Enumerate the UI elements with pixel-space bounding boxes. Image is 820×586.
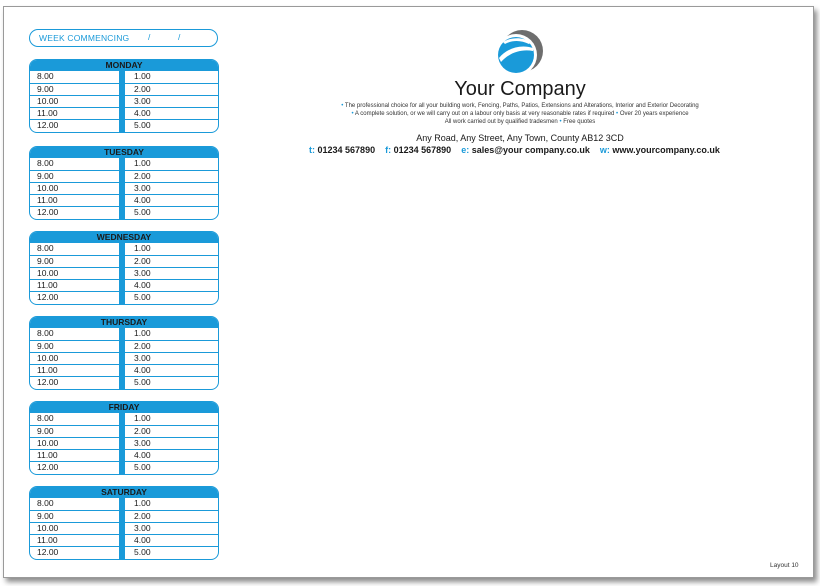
divider-bar: [119, 498, 125, 560]
fax-label: f:: [385, 145, 392, 155]
afternoon-time-label: 1.00: [134, 158, 151, 168]
email-link[interactable]: sales@your company.co.uk: [471, 145, 590, 155]
morning-time-label: 12.00: [37, 547, 59, 557]
morning-time-label: 9.00: [37, 171, 54, 181]
afternoon-time-label: 3.00: [134, 438, 151, 448]
morning-time-label: 10.00: [37, 96, 59, 106]
afternoon-time-label: 5.00: [134, 462, 151, 472]
bullet-icon: •: [351, 111, 354, 117]
divider-bar: [119, 328, 125, 390]
morning-time-label: 10.00: [37, 353, 59, 363]
afternoon-time-label: 2.00: [134, 84, 151, 94]
divider-bar: [119, 158, 125, 220]
afternoon-time-label: 3.00: [134, 523, 151, 533]
afternoon-time-label: 5.00: [134, 207, 151, 217]
afternoon-time-label: 4.00: [134, 108, 151, 118]
company-name: Your Company: [454, 78, 586, 100]
afternoon-time-label: 4.00: [134, 535, 151, 545]
afternoon-time-label: 1.00: [134, 243, 151, 253]
website-label: w:: [599, 145, 610, 155]
day-block-tuesday: [29, 146, 219, 220]
morning-time-label: 9.00: [37, 341, 54, 351]
morning-time-label: 9.00: [37, 84, 54, 94]
morning-time-label: 12.00: [37, 292, 59, 302]
day-block-monday: [29, 59, 219, 133]
tagline-line-3: [300, 119, 740, 126]
afternoon-time-label: 4.00: [134, 280, 151, 290]
phone-label: t:: [309, 145, 315, 155]
tagline-text: All work carried out by qualified tradesmen: [444, 119, 558, 125]
bullet-icon: •: [341, 103, 344, 109]
tagline-text: Over 20 years experience: [619, 111, 689, 117]
morning-time-label: 12.00: [37, 207, 59, 217]
morning-time-label: 9.00: [37, 256, 54, 266]
tagline-line-2: [300, 111, 740, 118]
morning-time-label: 10.00: [37, 438, 59, 448]
date-separator: /: [178, 32, 181, 42]
morning-time-label: 9.00: [37, 511, 54, 521]
morning-time-label: 10.00: [37, 268, 59, 278]
tagline-line-1: [300, 103, 740, 110]
afternoon-time-label: 1.00: [134, 413, 151, 423]
afternoon-time-label: 2.00: [134, 426, 151, 436]
date-separator: /: [148, 32, 151, 42]
contact-line: [309, 145, 739, 155]
morning-time-label: 8.00: [37, 243, 54, 253]
day-header: MONDAY: [30, 60, 218, 71]
morning-time-label: 8.00: [37, 328, 54, 338]
afternoon-time-label: 1.00: [134, 71, 151, 81]
day-block-saturday: [29, 486, 219, 560]
week-commencing-field[interactable]: [29, 29, 218, 47]
morning-time-label: 9.00: [37, 426, 54, 436]
afternoon-time-label: 5.00: [134, 547, 151, 557]
afternoon-time-label: 2.00: [134, 256, 151, 266]
divider-bar: [119, 71, 125, 133]
morning-time-label: 8.00: [37, 158, 54, 168]
afternoon-time-label: 2.00: [134, 171, 151, 181]
tagline-text: Free quotes: [563, 119, 596, 125]
morning-time-label: 11.00: [37, 450, 58, 460]
phone-number[interactable]: 01234 567890: [317, 145, 376, 155]
afternoon-time-label: 2.00: [134, 341, 151, 351]
fax-number: 01234 567890: [393, 145, 452, 155]
afternoon-time-label: 5.00: [134, 292, 151, 302]
week-commencing-label: WEEK COMMENCING: [39, 33, 130, 43]
day-header: FRIDAY: [30, 402, 218, 413]
day-header: WEDNESDAY: [30, 232, 218, 243]
afternoon-time-label: 3.00: [134, 268, 151, 278]
afternoon-time-label: 3.00: [134, 183, 151, 193]
bullet-icon: •: [616, 111, 619, 117]
divider-bar: [119, 413, 125, 475]
divider-bar: [119, 243, 125, 305]
morning-time-label: 10.00: [37, 183, 59, 193]
company-logo-icon: [495, 28, 545, 78]
morning-time-label: 8.00: [37, 71, 54, 81]
afternoon-time-label: 1.00: [134, 328, 151, 338]
company-address: Any Road, Any Street, Any Town, County AB12 3CD: [416, 133, 624, 143]
day-header: SATURDAY: [30, 487, 218, 498]
morning-time-label: 11.00: [37, 365, 58, 375]
day-header: TUESDAY: [30, 147, 218, 158]
morning-time-label: 8.00: [37, 498, 54, 508]
email-label: e:: [461, 145, 470, 155]
bullet-icon: •: [559, 119, 562, 125]
day-header: THURSDAY: [30, 317, 218, 328]
afternoon-time-label: 5.00: [134, 377, 151, 387]
afternoon-time-label: 4.00: [134, 450, 151, 460]
morning-time-label: 12.00: [37, 377, 59, 387]
afternoon-time-label: 4.00: [134, 365, 151, 375]
day-block-friday: [29, 401, 219, 475]
layout-label: Layout 10: [770, 562, 799, 569]
morning-time-label: 11.00: [37, 535, 58, 545]
morning-time-label: 11.00: [37, 195, 58, 205]
morning-time-label: 11.00: [37, 108, 58, 118]
morning-time-label: 11.00: [37, 280, 58, 290]
afternoon-time-label: 2.00: [134, 511, 151, 521]
morning-time-label: 10.00: [37, 523, 59, 533]
afternoon-time-label: 1.00: [134, 498, 151, 508]
morning-time-label: 12.00: [37, 120, 59, 130]
afternoon-time-label: 4.00: [134, 195, 151, 205]
morning-time-label: 8.00: [37, 413, 54, 423]
day-block-thursday: [29, 316, 219, 390]
morning-time-label: 12.00: [37, 462, 59, 472]
website-link[interactable]: www.yourcompany.co.uk: [612, 145, 720, 155]
afternoon-time-label: 5.00: [134, 120, 151, 130]
tagline-text: The professional choice for all your building work, Fencing, Paths, Patios, Extensions and Alterations, Interior and Exterior Decorating: [344, 103, 699, 109]
tagline-text: A complete solution, or we will carry out on a labour only basis at very reasonable rates if required: [354, 111, 615, 117]
afternoon-time-label: 3.00: [134, 353, 151, 363]
day-block-wednesday: [29, 231, 219, 305]
afternoon-time-label: 3.00: [134, 96, 151, 106]
